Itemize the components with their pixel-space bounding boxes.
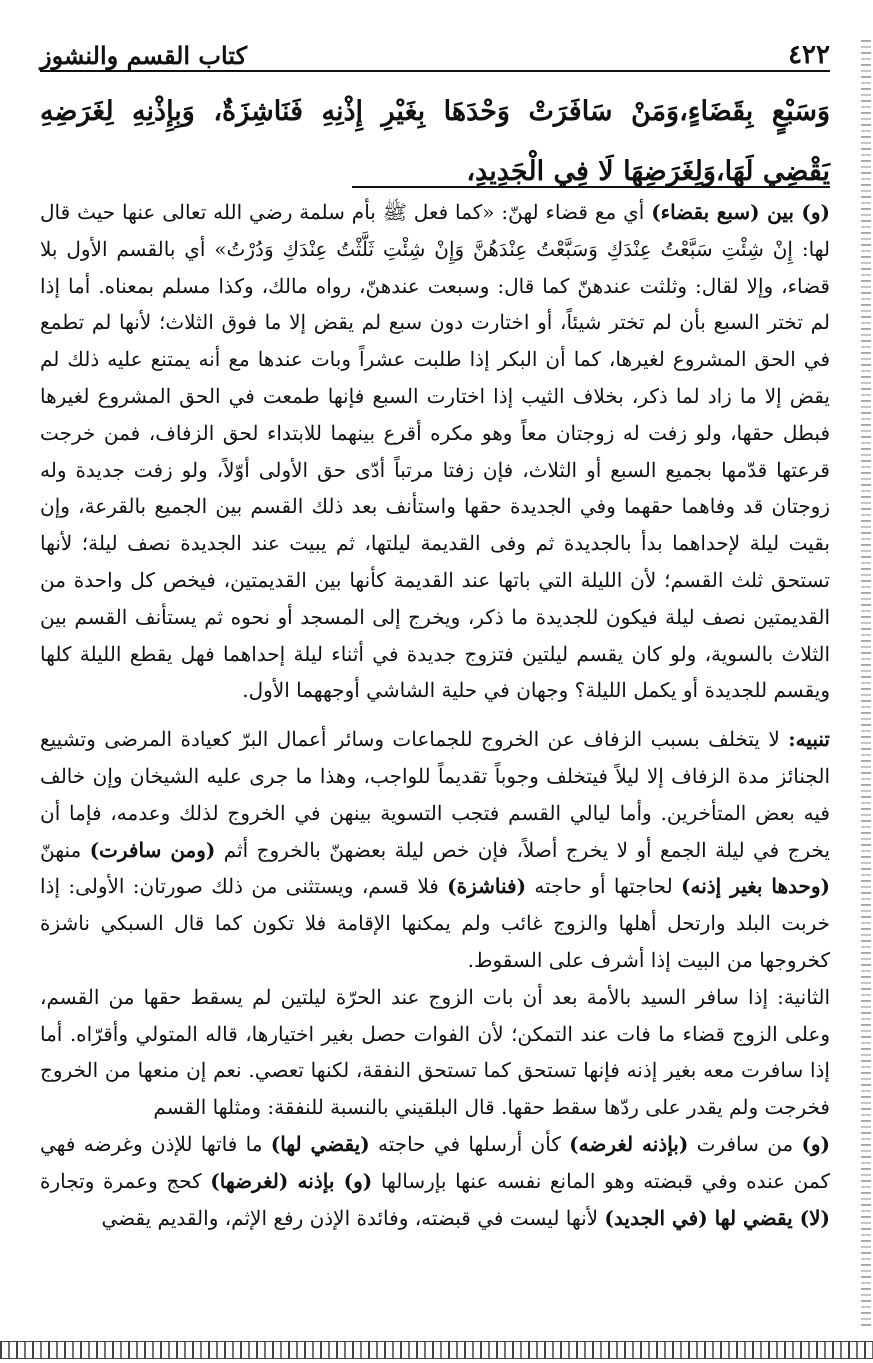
decorative-border-bottom	[0, 1341, 873, 1359]
paragraph-text: الثانية: إذا سافر السيد بالأمة بعد أن بات الزوج عند الحرّة ليلتين لم يسقط حقها من القسم، وعلى الزوج قضاء ما فات عند التمكن؛ لأن الفوات حصل بغير اختيارها، قاله المتولي وأقرّاه. أما إذا سافرت معه بغير إذنه فإنها تستحق كما تستحق النفقة، لكنها تعصي. نعم إن منعها من الخروج فخرجت ولم يقدر على ردّها سقط حقها. قال البلقيني بالنسبة للنفقة: ومثلها القسم	[40, 984, 830, 1120]
page-header	[40, 30, 830, 72]
second-case-paragraph	[40, 979, 830, 1126]
decorative-border-right	[861, 40, 871, 1330]
paragraph-text: ما فاتها للإذن وغرضه فهي كمن عنده وفي قبضته وهو المانع نفسه عنها بإرسالها	[40, 1131, 830, 1193]
paragraph-text: كحج وعمرة وتجارة	[40, 1168, 202, 1193]
divider-rule	[352, 186, 830, 188]
tanbih-label: تنبيه:	[788, 727, 830, 752]
matn-quote: (و) بإذنه (لغرضها)	[210, 1168, 373, 1193]
paragraph-text: لأنها ليست في قبضته، وفائدة الإذن رفع الإثم، والقديم يقضي	[101, 1205, 599, 1230]
matn-quote: (ومن سافرت)	[89, 837, 216, 862]
matn-quote: (فناشزة)	[447, 874, 527, 899]
matn-quote: (وحدها بغير إذنه)	[681, 874, 831, 899]
paragraph-text: كأن أرسلها في حاجته	[377, 1131, 561, 1156]
page-number: ٤٢٢	[788, 40, 830, 70]
paragraph-text: من سافرت	[696, 1131, 794, 1156]
matn-quote: (بإذنه لغرضه)	[569, 1131, 689, 1156]
paragraph-text: لا يتخلف بسبب الزفاف عن الخروج للجماعات وسائر أعمال البرّ كعيادة المرضى وتشييع الجنائز مدة الزفاف إلا ليلاً فيتخلف وجوباً تقديماً للواجب، وهذا ما جرى عليه الشيخان وإن خالف فيه بعض المتأخرين. وأما ليالي القسم فتجب التسوية بينهن في الخروج لذلك وعدمه، فإما أن يخرج في ليلة الجمع أو لا يخرج أصلاً، فإن خص ليلة بعضهنّ بالخروج أثم	[40, 727, 831, 862]
paragraph-text: فلا قسم، ويستثنى من ذلك صورتان: الأولى: إذا خربت البلد وارتحل أهلها والزوج غائب ولم يمكنها الإقامة فلا تكون كما قال السبكي ناشزة كخروجها من البيت إذا أشرف على السقوط.	[40, 874, 830, 972]
paragraph-text: أي مع قضاء لهنّ: «كما فعل ﷺ بأم سلمة رضي الله تعالى عنها حيث قال لها: إِنْ شِئْتِ سَبَّعْتُ عِنْدَكِ وَسَبَّعْتُ عِنْدَهُنَّ وَإِنْ شِئْتِ ثَلَّثْتُ عِنْدَكِ وَدُرْتُ» أي بالقسم الأول بلا قضاء، وإلا لقال: وثلثت عندهنّ كما قال: وسبعت عندهنّ، رواه مالك، وكذا مسلم بمعناه. أما إذا لم تختر السبع بأن لم تختر شيئاً، أو اختارت دون سبع لم يقض إلا ما فوق الثلاث؛ لأنها لم تطمع في الحق المشروع لغيرها، كما أن البكر إذا طلبت عشراً وبات عندها مع أنه يمتنع عليه ذلك لم يقض إلا ما زاد لما ذكر، بخلاف الثيب إذا اختارت السبع فإنها طمعت في الحق المشروع لغيرها فبطل حقها، ولو زفت له زوجتان معاً وهو مكره أقرع بينهما للابتداء لحق الزفاف، فمن خرجت قرعتها قدّمها بجميع السبع أو الثلاث، فإن زفتا مرتباً أدّى حق الأولى أوّلاً، ولو زفت جديدة وله زوجتان قد وفاهما حقهما وفي الجديدة حقها واستأنف بعد ذلك القسم بين الجميع بالقرعة، وإن بقيت ليلة لإحداهما بدأ بالجديدة ثم وفى القديمة ليلتها، ثم يبيت عند الجديدة نصف ليلة؛ لأنها تستحق ثلث القسم؛ لأن الليلة التي باتها عند القديمة كأنها بين القديمتين، فيخص كل واحدة من القديمتين نصف ليلة فيكون للجديدة ما ذكر، ويخرج إلى المسجد أو نحوه ثم يستأنف القسم بين الثلاث بالسوية، ولو كان يقسم ليلتين فتزوج جديدة في أثناء ليلة إحداهما فهل يقطع الليلة كلها ويقسم للجديدة أو يكمل الليلة؟ وجهان في حلية الشاشي أوجههما الأول.	[40, 200, 830, 703]
commentary-paragraph	[40, 1126, 830, 1236]
commentary-paragraph	[40, 194, 830, 709]
tanbih-paragraph	[40, 721, 830, 979]
lead-label: (و) بين (سبع بقضاء)	[651, 200, 831, 224]
book-title: كتاب القسم والنشوز	[40, 41, 247, 70]
paragraph-text: لحاجتها أو حاجته	[534, 874, 673, 899]
commentary-body	[40, 194, 830, 1236]
matn-quote: (لا) يقضي لها (في الجديد)	[604, 1205, 830, 1230]
paragraph-text: منهنّ	[40, 837, 82, 862]
matn-quote: (يقضي لها)	[270, 1131, 370, 1156]
matn-quote: (و)	[801, 1131, 831, 1156]
matn-verse: وَسَبْعٍ بِقَضَاءٍ،وَمَنْ سَافَرَتْ وَحْدَهَا بِغَيْرِ إِذْنِهِ فَنَاشِزَةٌ، وَبِإِذْنِهِ لِغَرَضِهِ يَقْضِي لَهَا،وَلِغَرَضِهَا لَا فِي الْجَدِيدِ،	[40, 96, 830, 187]
